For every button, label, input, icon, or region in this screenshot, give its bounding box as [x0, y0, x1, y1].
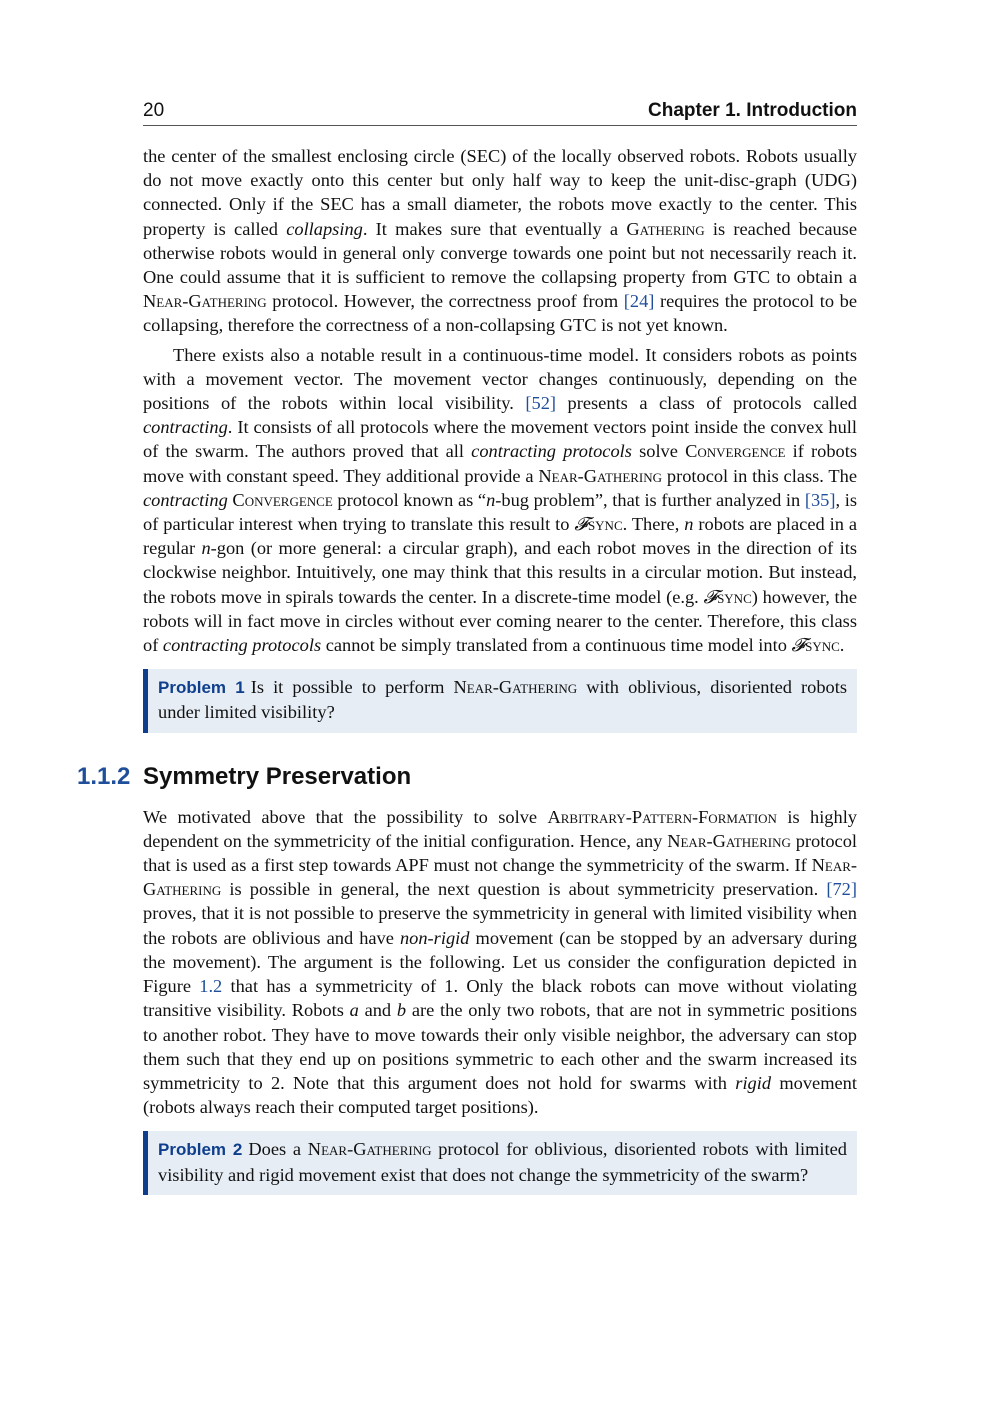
problem-box-1: Problem 1 Is it possible to perform Near-Gathering with oblivious, disoriented robots under limited visibility?	[143, 669, 857, 732]
fsync-symbol: 𝓕	[703, 586, 718, 607]
page-number: 20	[143, 100, 165, 121]
term-near-gathering: Near-Gathering	[538, 465, 663, 486]
section-title: Symmetry Preservation	[143, 762, 412, 790]
page	[77, 100, 858, 1195]
term-near-gathering: Near-Gathering	[143, 291, 267, 312]
citation-link[interactable]: [24]	[623, 291, 655, 312]
term-apf: Arbitrary-Pattern-Formation	[547, 806, 777, 827]
term-gathering: Gathering	[626, 218, 705, 239]
paragraph-symmetry: We motivated above that the possibility to solve Arbitrary-Pattern-Formation is highly dependent on the symmetricity of the initial configuration. Hence, any Near-Gathering protocol that is used as a first step towards APF must not change the symmetricity of the swarm. If Near-Gathering is possible in general, the next question is about symmetricity preservation. [72] proves, that it is not possible to preserve the symmetricity in general with limited visibility when the robots are oblivious and have non-rigid movement (can be stopped by an adversary during the movement). The argument is the following. Let us consider the configuration depicted in Figure 1.2 that has a symmetricity of 1. Only the black robots can move without violating transitive visibility. Robots a and b are the only two robots, that are not in symmetric positions to another robot. They have to move towards their only visible neighbor, the adversary can stop them such that they end up on positions symmetric to each other and the swarm increased its symmetricity to 2. Note that this argument does not hold for swarms with rigid movement (robots always reach their computed target positions).	[143, 806, 858, 1118]
citation-link[interactable]: [35]	[804, 489, 836, 510]
problem-label: Problem 1	[158, 678, 245, 698]
figure-link[interactable]: 1.2	[199, 976, 223, 997]
term-near-gathering: Near-Gathering	[143, 855, 857, 900]
running-header	[143, 100, 857, 126]
fsync-symbol: 𝓕	[574, 514, 588, 535]
paragraph-continuous-time: There exists also a notable result in a continuous-time model. It considers robots as points with a movement vector. The movement vector changes continuously, depending on the positions of the robots within local visibility. [52] presents a class of protocols called contracting. It consists of all protocols where the movement vectors point inside the convex hull of the swarm. The authors proved that all contracting protocols solve Convergence if robots move with constant speed. They additional provide a Near-Gathering protocol in this class. The contracting Convergence protocol known as “n-bug problem”, that is further analyzed in [35], is of particular interest when trying to translate this result to 𝓕sync. There, n robots are placed in a regular n-gon (or more general: a circular graph), and each robot moves in the direction of its clockwise neighbor. Intuitively, one may think that this results in a circular motion. But instead, the robots move in spirals towards the center. In a discrete-time model (e.g. 𝓕sync) however, the robots will in fact move in circles without ever coming nearer to the center. Therefore, this class of contracting protocols cannot be simply translated from a continuous time model into 𝓕sync.	[143, 344, 858, 656]
term-convergence: Convergence	[232, 489, 333, 510]
fsync-symbol: 𝓕	[791, 635, 806, 656]
problem-label: Problem 2	[158, 1140, 243, 1160]
term-convergence: Convergence	[685, 441, 786, 462]
problem-box-2: Problem 2 Does a Near-Gathering protocol for oblivious, disoriented robots with limited visibility and rigid movement exist that does not change the symmetricity of the swarm?	[143, 1131, 857, 1194]
chapter-title: Chapter 1. Introduction	[648, 100, 857, 121]
section-number: 1.1.2	[77, 762, 131, 790]
section-heading	[77, 762, 857, 791]
paragraph-sec-gtc: the center of the smallest enclosing circle (SEC) of the locally observed robots. Robots usually do not move exactly onto this center but only half way to keep the unit-disc-graph (UDG) connected. Only if the SEC has a small diameter, the robots move exactly to the center. This property is called collapsing. It makes sure that eventually a Gathering is reached because otherwise robots would in general only converge towards one point but not necessarily reach it. One could assume that it is sufficient to remove the collapsing property from GTC to obtain a Near-Gathering protocol. However, the correctness proof from [24] requires the protocol to be collapsing, therefore the correctness of a non-collapsing GTC is not yet known.	[143, 146, 858, 336]
citation-link[interactable]: [72]	[826, 879, 857, 900]
term-near-gathering: Near-Gathering	[667, 830, 791, 851]
citation-link[interactable]: [52]	[525, 393, 557, 414]
